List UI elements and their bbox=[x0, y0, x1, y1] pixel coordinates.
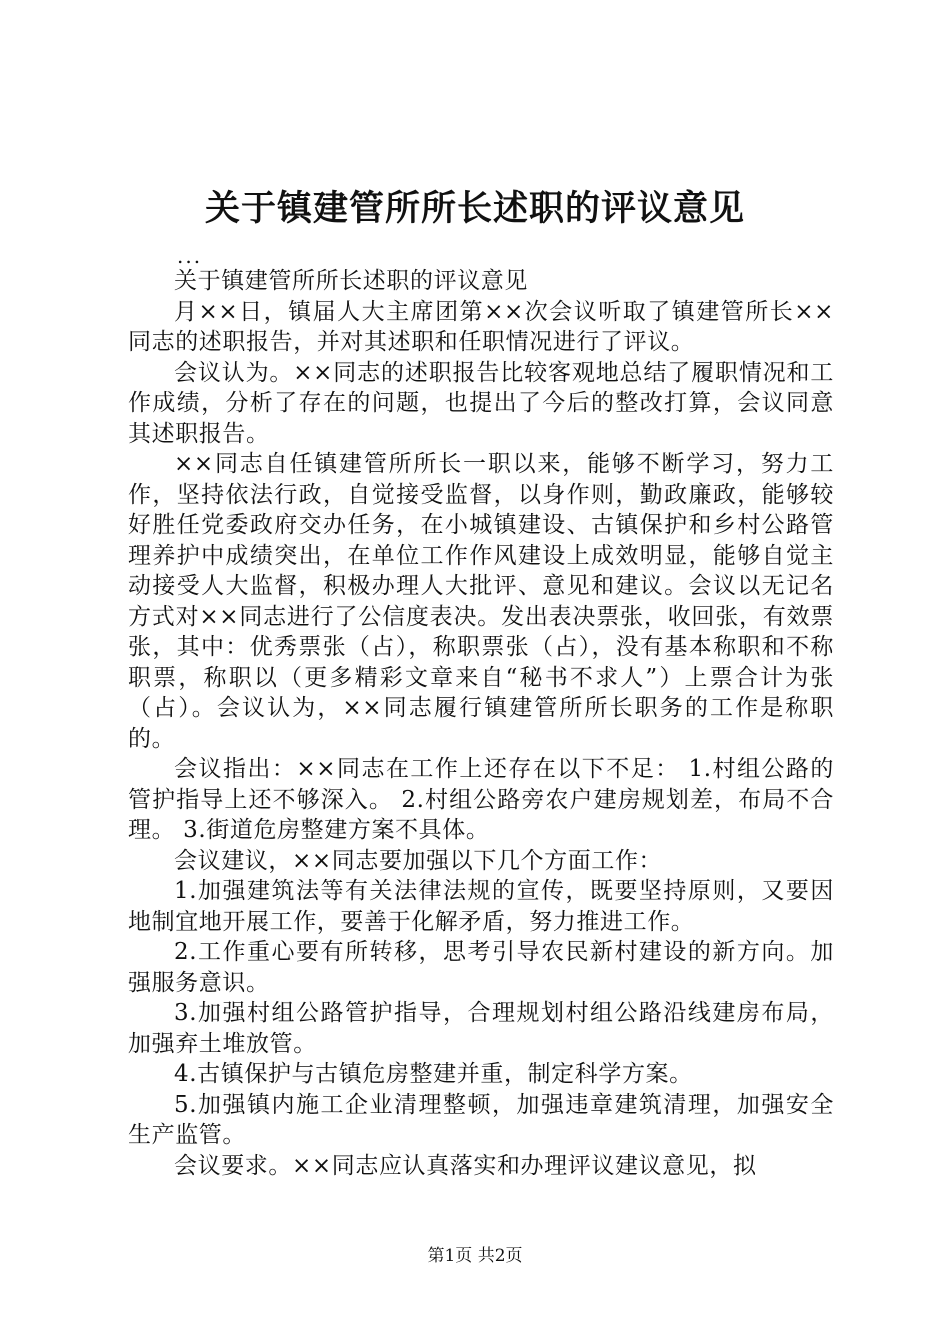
paragraph: 关于镇建管所所长述职的评议意见 bbox=[174, 268, 528, 294]
paragraph: 会议指出：××同志在工作上还存在以下不足： 1.村组公路的管护指导上还不够深入。 2.村组公路旁农户建房规划差，布局不合理。 3.街道危房整建方案不具体。 bbox=[128, 756, 834, 843]
list-item: 5.加强镇内施工企业清理整顿，加强违章建筑清理，加强安全生产监管。 bbox=[128, 1091, 834, 1148]
paragraph: ××同志自任镇建管所所长一职以来，能够不断学习，努力工作，坚持依法行政，自觉接受监督，以身作则，勤政廉政，能够较好胜任党委政府交办任务，在小城镇建设、古镇保护和乡村公路管理养护中成绩突出，在单位工作作风建设上成效明显，能够自觉主动接受人大监督，积极办理人大批评、意见和建议。会议以无记名方式对××同志进行了公信度表决。发出表决票张，收回张，有效票张，其中：优秀票张（占），称职票张（占），没有基本称职和不称职票，称职以（更多精彩文章来自“秘书不求人”）上票合计为张（占）。会议认为，××同志履行镇建管所所长职务的工作是称职的。 bbox=[128, 451, 834, 752]
paragraph: 会议要求。××同志应认真落实和办理评议建议意见，拟 bbox=[174, 1152, 757, 1179]
paragraph: 月××日，镇届人大主席团第××次会议听取了镇建管所长××同志的述职报告，并对其述职和任职情况进行了评议。 bbox=[128, 298, 834, 355]
list-item: 2.工作重心要有所转移，思考引导农民新村建设的新方向。加强服务意识。 bbox=[128, 939, 834, 996]
paragraph: 会议认为。××同志的述职报告比较客观地总结了履职情况和工作成绩，分析了存在的问题，也提出了今后的整改打算，会议同意其述职报告。 bbox=[128, 359, 834, 447]
document-title: 关于镇建管所所长述职的评议意见 bbox=[204, 188, 745, 229]
list-item: 3.加强村组公路管护指导，合理规划村组公路沿线建房布局，加强弃土堆放管。 bbox=[128, 1000, 834, 1057]
page-number-footer: 第1页 共2页 bbox=[427, 1246, 523, 1266]
document-body bbox=[128, 266, 834, 1181]
list-item: 4.古镇保护与古镇危房整建并重，制定科学方案。 bbox=[174, 1061, 693, 1087]
list-item: 1.加强建筑法等有关法律法规的宣传，既要坚持原则，又要因地制宜地开展工作，要善于化解矛盾，努力推进工作。 bbox=[128, 878, 834, 935]
paragraph: 会议建议，××同志要加强以下几个方面工作： bbox=[174, 847, 663, 874]
ellipsis-line: ... bbox=[177, 244, 203, 268]
